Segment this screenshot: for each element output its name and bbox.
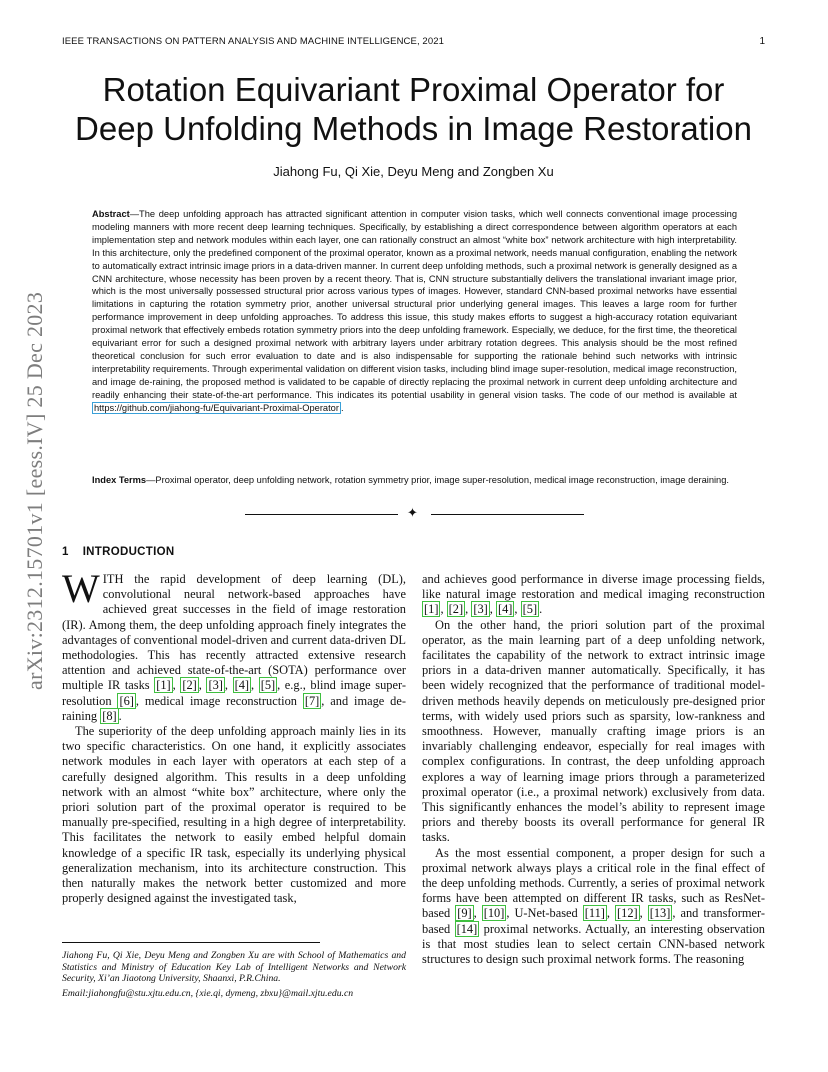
- section-heading: [62, 546, 174, 558]
- intro-paragraph-3: On the other hand, the priori solution part of the proximal operator, as the main learning part of a deep unfolding network, facilitates the capability of the network to extract intrinsic image priors in a data-driven manner automatically. Specifically, it has been widely recognized that the performance of traditional model-driven methods heavily depends on meticulously pre-designed prior terms, with widely used priors such as sparsity, low-rankness and smoothness. However, manually crafting image priors is an invariably challenging endeavor, especially for real images with complex configurations. In contrast, the deep unfolding approach explores a way of learning image priors through a parameterized proximal operator (i.e., a proximal network) exclusively from data. This significantly enhances the model’s ability to represent image priors and thereby boosts its overall performance for general IR tasks.: [422, 617, 765, 845]
- intro-paragraph-2: The superiority of the deep unfolding approach mainly lies in its two specific characteristics. On one hand, it explicitly associates network modules in each layer with operators at each step of a carefully designed algorithm. This results in a deep unfolding network with an almost “white box” architecture, where only the priori solution part of the proximal operator is required to be manually pre-specified, resulting in a high degree of interpretability. This facilitates the network to easily embed helpful domain knowledge of a specific IR task, especially its underlying physical generalization mechanism, into its architecture construction. This then naturally makes the network better customized and more properly designed against the investigated task,: [62, 724, 406, 906]
- intro-paragraph-1: WITH the rapid development of deep learning (DL), convolutional neural network-based approaches have achieved great successes in the field of image restoration (IR). Among them, the deep unfolding approach finely integrates the advantages of conventional model-driven and current data-driven DL methodologies. This has recently attracted extensive research attention and achieved state-of-the-art (SOTA) performance over multiple IR tasks [1] , [2] , [3] , [4] , [5] , e.g., blind image super-resolution [6] , medical image reconstruction [7] , and image de-raining [8] .: [62, 566, 406, 723]
- citation-link[interactable]: [7]: [304, 693, 320, 708]
- index-terms: [92, 474, 737, 487]
- footnote: [62, 950, 406, 1002]
- separator-rule-left: [245, 514, 398, 515]
- citation-link[interactable]: [4]: [497, 602, 513, 617]
- citation-link[interactable]: [1]: [156, 678, 171, 693]
- citation-link[interactable]: [3]: [208, 678, 223, 693]
- citation-link[interactable]: [9]: [457, 906, 472, 921]
- title-line-2: Deep Unfolding Methods in Image Restoration: [75, 110, 752, 147]
- footnote-rule: [62, 942, 320, 943]
- intro-paragraph-1-continued: and achieves good performance in diverse image processing fields, like natural image restoration and medical imaging reconstruction [1] , [2] , [3] , [4] , [5] .: [422, 572, 765, 617]
- citation-link[interactable]: [6]: [119, 693, 134, 708]
- citation-link[interactable]: [2]: [182, 678, 197, 693]
- section-title-text: INTRODUCTION: [82, 546, 175, 558]
- citation-link[interactable]: [11]: [584, 906, 605, 921]
- page-number: 1: [759, 36, 765, 47]
- citation-link[interactable]: [12]: [617, 906, 638, 921]
- footnote-affiliation: Jiahong Fu, Qi Xie, Deyu Meng and Zongben Xu are with School of Mathematics and Statistics and Ministry of Education Key Lab of Intelligent Networks and Network Security, Xi’an Jiaotong University, Shaanxi, P.R.China.: [62, 950, 406, 985]
- citation-link[interactable]: [8]: [102, 708, 117, 723]
- paper-title: [62, 70, 765, 148]
- title-line-1: Rotation Equivariant Proximal Operator for: [102, 71, 725, 108]
- separator-rule-right: [431, 514, 584, 515]
- citation-link[interactable]: [3]: [473, 602, 488, 617]
- citation-link[interactable]: [4]: [234, 678, 250, 693]
- left-column: [62, 566, 406, 906]
- right-column: [422, 572, 765, 967]
- citation-link[interactable]: [2]: [448, 602, 464, 617]
- intro-paragraph-4: As the most essential component, a proper design for such a proximal network always plays a critical role in the final effect of the deep unfolding methods. Currently, a series of proximal network forms have been attempted on different IR tasks, such as ResNet-based [9] , [10] , U-Net-based [11] , [12] , [13] , and transformer-based [14] proximal networks. Actually, an interesting observation is that most studies lean to select certain CNN-based network structures to design such proximal network forms. The reasoning: [422, 845, 765, 967]
- drop-cap: W: [62, 566, 100, 611]
- abstract-label: Abstract: [92, 209, 130, 219]
- running-header: IEEE TRANSACTIONS ON PATTERN ANALYSIS AND MACHINE INTELLIGENCE, 2021: [62, 36, 444, 47]
- citation-link[interactable]: [1]: [424, 602, 439, 617]
- code-url-link[interactable]: https://github.com/jiahong-fu/Equivariant-Proximal-Operator: [94, 402, 339, 413]
- abstract: [92, 208, 737, 415]
- citation-link[interactable]: [14]: [456, 921, 478, 936]
- section-number: 1: [62, 546, 69, 558]
- index-terms-text: —Proximal operator, deep unfolding network, rotation symmetry prior, image super-resolution, medical image reconstruction, image deraining.: [146, 475, 729, 485]
- footnote-email: Email:jiahongfu@stu.xjtu.edu.cn, {xie.qi, dymeng, zbxu}@mail.xjtu.edu.cn: [62, 987, 354, 999]
- citation-link[interactable]: [5]: [522, 602, 538, 617]
- diamond-separator-icon: ✦: [407, 506, 418, 521]
- citation-link[interactable]: [13]: [649, 906, 671, 921]
- index-terms-label: Index Terms: [92, 475, 147, 485]
- authors: Jiahong Fu, Qi Xie, Deyu Meng and Zongben Xu: [273, 164, 554, 179]
- citation-link[interactable]: [5]: [260, 678, 276, 693]
- citation-link[interactable]: [10]: [483, 906, 505, 921]
- abstract-end: .: [340, 402, 344, 413]
- arxiv-identifier: arXiv:2312.15701v1 [eess.IV] 25 Dec 2023: [22, 291, 47, 690]
- abstract-text: —The deep unfolding approach has attracted significant attention in computer vision tasks, which well connects conventional image processing modeling manners with more recent deep learning techniques. Specifically, by establishing a direct correspondence between algorithm operators at each implementation step and network modules within each layer, one can rationally construct an almost “white box” network architecture with high interpretability. In this architecture, only the predefined component of the proximal operator, known as a proximal network, needs manual configuration, enabling the network to automatically extract intrinsic image priors in a data-driven manner. In current deep unfolding methods, such a proximal network is generally designed as a CNN architecture, whose necessity has been proven by a recent theory. That is, CNN structure substantially delivers the translational invariant image prior, which is the most universally possessed structural prior across various types of images. However, standard CNN-based proximal networks have essential limitations in capturing the rotation symmetry prior, another universal structural prior underlying general images. This leaves a large room for further performance improvement in deep unfolding approaches. To address this issue, this study makes efforts to suggest a high-accuracy rotation equivariant proximal network that effectively embeds rotation symmetry priors into the deep unfolding framework. Especially, we deduce, for the first time, the theoretical equivariant error for such a designed proximal network with arbitrary layers under arbitrary rotation degrees. This analysis should be the most refined theoretical conclusion for such error evaluation to date and is also indispensable for supporting the rationale behind such networks with intrinsic interpretability requirements. Through experimental validation on different vision tasks, including blind image super-resolution, medical image reconstruction, and image de-raining, the proposed method is validated to be capable of directly replacing the proximal network in current deep unfolding architecture and readily enhancing their state-of-the-art performance. This indicates its potential usability in general vision tasks. The code of our method is available at: [92, 209, 737, 400]
